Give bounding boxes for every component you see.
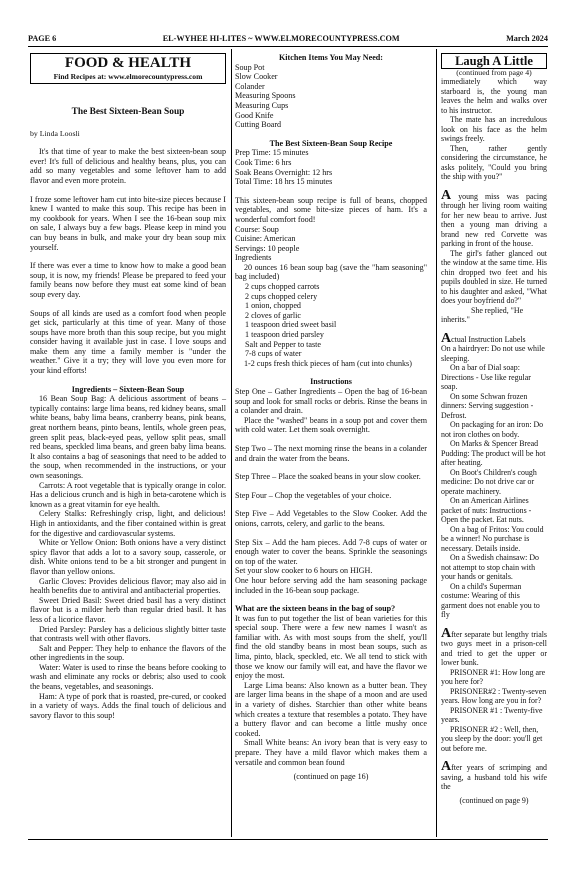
step: Step Two – The next morning rinse the beans in a colander and drain the water from the beans.	[235, 443, 427, 463]
ingredient-note: Carrots: A root vegetable that is typically orange in color. Has a delicious crunch and is high in beta-carotene which is known as a great vitamin for eye health.	[30, 480, 226, 509]
joke-text: On Boot's Children's cough medicine: Do not drive car or operate machinery.	[441, 467, 537, 496]
ingredient-line: 1 teaspoon dried sweet basil	[245, 320, 337, 330]
column-divider	[436, 49, 437, 837]
kitchen-items-heading: Kitchen Items You May Need:	[278, 53, 383, 62]
joke-text: PRISONER #1: How long are you here for?	[441, 667, 546, 686]
meta-line: Course: Soup	[235, 224, 279, 234]
joke-text: On Marks & Spencer Bread Pudding: The product will be hot after heating.	[441, 439, 546, 467]
paragraph: Small White beans: An ivory bean that is very easy to prepare. They have a mild flavor which makes them a versatile and common bean found	[235, 738, 427, 767]
page-header	[28, 34, 548, 46]
joke-text: She replied, "He inherits."	[441, 305, 524, 324]
joke-text: On an American Airlines packet of nuts: Instructions - Open the packet. Eat nuts.	[441, 496, 532, 524]
time-line: Prep Time: 15 minutes	[235, 148, 309, 158]
paragraph: Large Lima beans: Also known as a butter bean. They are larger lima beans in the shape of a moon and are used in a variety of dishes. Starchier than other white beans which creates a texture that resembles a potato. They have a buttery flavor and can become a little mushy once cooked.	[235, 680, 427, 738]
list-item: Measuring Cups	[235, 100, 289, 110]
ingredient-line: Salt and Pepper to taste	[245, 339, 321, 349]
joke-text: The girl's father glanced out the window at the same time. His chin dropped two feet and his pupils doubled in size. He turned to his daughter and asked, "What does your boyfriend do?"	[441, 248, 547, 305]
beans-heading: What are the sixteen beans in the bag of soup?	[235, 604, 396, 614]
section-subtitle: Find Recipes at: www.elmorecountypress.com	[53, 72, 203, 81]
meta-line: Servings: 10 people	[235, 243, 300, 253]
laugh-title-box	[441, 53, 547, 69]
paragraph: I froze some leftover ham cut into bite-size pieces because I knew I wanted to make this soup. This recipe has been in my cookbook for years. When I see the 16-bean soup mix on sale, I always buy a few bags. Please keep in mind you can buy beans in bulk, and make your dry bean soup mix yourself.	[30, 194, 226, 252]
ingredient-line: 20 ounces 16 bean soup bag (save the "ham seasoning" bag included)	[235, 262, 427, 282]
step: One hour before serving add the ham seasoning package included in the 16-bean soup package.	[235, 575, 427, 595]
paragraph: It's that time of year to make the best sixteen-bean soup ever! It's full of delicious and healthy beans, plus, you can add so many vegetables and some leftover ham to add flavor and even more protein.	[30, 147, 226, 185]
page-number: PAGE 6	[28, 34, 57, 43]
ingredient-line: 2 cups chopped carrots	[245, 282, 320, 292]
column-laugh	[441, 53, 547, 805]
step: Step Four – Chop the vegetables of your choice.	[235, 490, 392, 500]
ingredient-line: 7-8 cups of water	[245, 349, 302, 359]
article-title: The Best Sixteen-Bean Soup	[71, 107, 185, 117]
meta-line: Cuisine: American	[235, 234, 296, 244]
paragraph: It was fun to put together the list of bean varieties for this special soup. There were a few new names I wasn't as familiar with. As with most soups from the shelf, you'll find the old standby beans in most bean soups, such as lima, pinto, black, speckled, etc. We all tend to stick with those we know our family will eat, and have the flavor we enjoy the most.	[235, 613, 427, 681]
joke-text: On a bar of Dial soap: Directions - Use like regular soap.	[441, 363, 531, 391]
instructions-heading: Instructions	[310, 377, 352, 387]
laugh-title: Laugh A Little	[455, 54, 533, 68]
time-line: Soak Beans Overnight: 12 hrs	[235, 167, 333, 177]
joke-text: On a hairdryer: Do not use while sleeping.	[441, 344, 545, 363]
section-box	[30, 53, 226, 84]
list-item: Colander	[235, 81, 265, 91]
ingredient-note: Salt and Pepper: They help to enhance the flavors of the other ingredients in the soup.	[30, 643, 226, 663]
joke-text: fter separate but lengthy trials two guys meet in a prison-cell and tried to get the upper or lower bunk.	[441, 629, 547, 667]
ingredient-line: 2 cloves of garlic	[245, 310, 301, 320]
ingredient-line: 1-2 cups fresh thick pieces of ham (cut into chunks)	[244, 358, 412, 368]
joke-text: young miss was pacing through her living room waiting for her new beau to arrive. Just then a young man driving a brand new red Corvette was parking in front of the house.	[441, 191, 547, 248]
ingredient-note: White or Yellow Onion: Both onions have a very distinct spicy flavor that adds a lot to a savory soup, casserole, or dish. White onions tend to be a bit stronger and pungent in flavor than yellow onions.	[30, 538, 226, 576]
joke-text: PRISONER #1 : Twenty-five years.	[441, 705, 543, 724]
step: Step Five – Add Vegetables to the Slow Cooker. Add the onions, carrots, celery, and garlic to the beans.	[235, 509, 427, 528]
ingredient-line: 1 onion, chopped	[245, 301, 301, 311]
joke-text: On a bag of Fritos: You could be a winner! No purchase is necessary. Details inside.	[441, 524, 544, 553]
list-item: Slow Cooker	[235, 72, 278, 82]
drop-cap: A	[441, 759, 452, 774]
joke-text: On some Schwan frozen dinners: Serving suggestion - Defrost.	[441, 391, 534, 420]
recipe-heading: The Best Sixteen-Bean Soup Recipe	[269, 138, 393, 148]
meta-line: Ingredients	[235, 253, 272, 263]
recipe-intro: This sixteen-bean soup recipe is full of beans, chopped vegetables, and some bite-size pieces of ham. It's a wonderful comfort food!	[235, 195, 427, 224]
column-divider	[231, 49, 232, 837]
step: Step One – Gather Ingredients – Open the bag of 16-bean soup and look for small rocks or debris. Rinse the beans in a colander and drain.	[235, 387, 427, 416]
paragraph: Soups of all kinds are used as a comfort food when people get sick, particularly at this time of year. Many of those soups have more broth than this soup recipe, but you might consider having it available just in case. I love soups and make them any time a family member is "under the weather." Give it a try; they will love you even more for your kind efforts!	[30, 308, 226, 376]
header-center: EL-WYHEE HI-LITES ~ WWW.ELMORECOUNTYPRESS.COM	[162, 34, 400, 43]
joke-text: On a Swedish chainsaw: Do not attempt to stop chain with your hands or genitals.	[441, 553, 539, 581]
joke-text: On a child's Superman costume: Wearing of this garment does not enable you to fly	[441, 581, 540, 619]
step: Step Three – Place the soaked beans in your slow cooker.	[235, 472, 421, 482]
joke-text: The mate has an incredulous look on his face as the helm swings freely.	[441, 115, 547, 143]
ingredient-note: Celery Stalks: Refreshingly crisp, light, and delicious! High in antioxidants, and the fiber contained within is great for the digestive and cardiovascular systems.	[30, 509, 226, 538]
byline: by Linda Loosli	[30, 128, 80, 138]
column-recipe	[235, 53, 427, 782]
paragraph: If there was ever a time to know how to make a good bean soup, it is now, my friends! Please be prepared to feed your family beans now before they must eat some kind of bean soup every day.	[30, 261, 226, 299]
time-line: Total Time: 18 hrs 15 minutes	[235, 177, 333, 187]
ingredient-note: Garlic Cloves: Provides delicious flavor; may also aid in health benefits due to antiviral and antibacterial properties.	[30, 576, 226, 596]
list-item: Cutting Board	[235, 120, 282, 130]
step: Step Six – Add the ham pieces. Add 7-8 cups of water or enough water to cover the beans. Sprinkle the seasonings on top of the water.	[235, 537, 427, 566]
ingredient-note: 16 Bean Soup Bag: A delicious assortment of beans – typically contains: large lima beans, red kidney beans, small white beans, baby lima beans, cranberry beans, pink beans, great northern beans, pinto beans, lentils, whole green peas, green split peas, black-eyed peas, yellow split peas, small red beans, speckled lima beans, and green baby lima beans. It also contains a bag of seasonings that need to be added to the soup, when recommended in the instructions, or your own seasonings.	[30, 394, 226, 480]
joke-text: PRISONER #2 : Well, then, you sleep by the door: you'll get out before me.	[441, 724, 543, 753]
continued-from: (continued from page 4)	[456, 68, 532, 77]
joke-heading: ctual Instruction Labels	[451, 334, 526, 344]
joke-text: Then, rather gently considering the circumstance, he asks politely, "Could you bring the ship with you?"	[441, 143, 547, 181]
ingredient-note: Ham: A type of pork that is roasted, pre-cured, or cooked in a variety of ways. Adds the final touch of delicious and savory flavor to this soup!	[30, 691, 226, 720]
step: Place the "washed" beans in a soup pot and cover them with cold water. Let them soak overnight.	[235, 415, 427, 435]
ingredient-note: Water: Water is used to rinse the beans before cooking to wash and eliminate any rocks or debris; also used to cook the beans, vegetables, and seasonings.	[30, 662, 226, 692]
joke-text: On packaging for an iron: Do not iron clothes on body.	[441, 420, 544, 439]
ingredient-line: 1 teaspoon dried parsley	[245, 330, 324, 340]
list-item: Good Knife	[235, 110, 274, 120]
ingredient-note: Dried Parsley: Parsley has a delicious slightly bitter taste that contrasts well with other flavors.	[30, 624, 226, 644]
drop-cap: A	[441, 625, 452, 641]
joke-text: immediately which way starboard is, the young man leaves the helm and walks over to his instructor.	[441, 77, 547, 115]
header-rule	[28, 46, 548, 47]
ingredient-line: 2 cups chopped celery	[245, 291, 318, 301]
footer-rule	[28, 839, 548, 840]
continued-note: (continued on page 16)	[293, 772, 369, 782]
header-date: March 2024	[506, 34, 548, 43]
column-food-health	[30, 53, 226, 720]
ingredients-heading: Ingredients – Sixteen-Bean Soup	[71, 384, 185, 394]
continued-note: (continued on page 9)	[459, 795, 529, 805]
drop-cap: A	[441, 187, 452, 203]
joke-text: fter years of scrimping and saving, a husband told his wife the	[441, 763, 547, 791]
list-item: Soup Pot	[235, 62, 265, 72]
step: Set your slow cooker to 6 hours on HIGH.	[235, 566, 373, 576]
section-title: FOOD & HEALTH	[64, 55, 192, 71]
drop-cap: A	[441, 330, 452, 346]
ingredient-note: Sweet Dried Basil: Sweet dried basil has a very distinct flavor but is a milder herb than regular dried basil. It has less of a licorice flavor.	[30, 595, 226, 624]
list-item: Measuring Spoons	[235, 91, 296, 101]
time-line: Cook Time: 6 hrs	[235, 157, 292, 167]
joke-text: PRISONER#2 : Twenty-seven years. How long are you in for?	[441, 686, 547, 705]
